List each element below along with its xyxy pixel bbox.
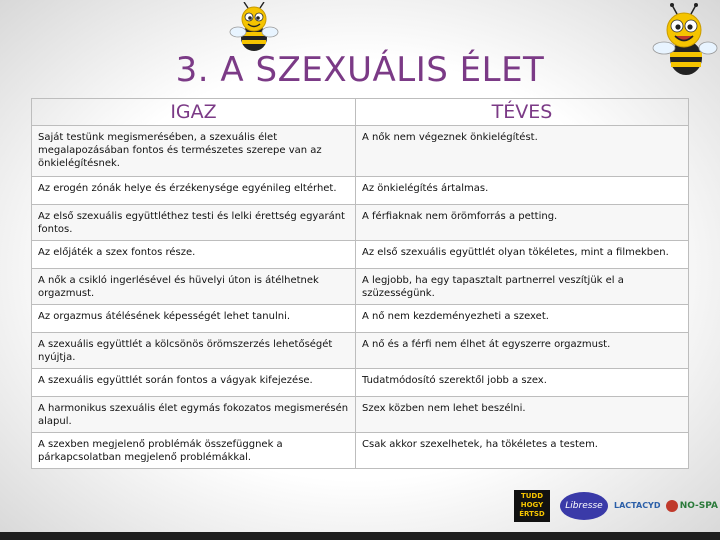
false-statement: A férfiaknak nem örömforrás a petting. — [356, 205, 689, 241]
no-spa-mark-icon — [666, 500, 678, 512]
true-statement: Az orgazmus átélésének képességét lehet tanulni. — [32, 305, 356, 333]
true-statement: A nők a csikló ingerlésével és hüvelyi úton is átélhetnek orgazmust. — [32, 269, 356, 305]
true-statement: Az erogén zónák helye és érzékenysége egyénileg eltérhet. — [32, 177, 356, 205]
bee-mascot-icon — [228, 2, 280, 54]
true-statement: Az előjáték a szex fontos része. — [32, 241, 356, 269]
table-row — [32, 305, 689, 333]
false-statement: A nő nem kezdeményezheti a szexet. — [356, 305, 689, 333]
table-row — [32, 369, 689, 397]
false-statement: Az első szexuális együttlét olyan tökéletes, mint a filmekben. — [356, 241, 689, 269]
true-statement: A szexuális együttlét során fontos a vágyak kifejezése. — [32, 369, 356, 397]
true-statement: A szexben megjelenő problémák összefüggnek a párkapcsolatban megjelenő problémákkal. — [32, 433, 356, 469]
false-statement: Az önkielégítés ártalmas. — [356, 177, 689, 205]
table-row — [32, 126, 689, 177]
bottom-bar — [0, 532, 720, 540]
no-spa-logo: NO-SPA — [660, 494, 718, 518]
libresse-logo: Libresse — [560, 492, 608, 520]
true-statement: A szexuális együttlét a kölcsönös örömszerzés lehetőségét nyújtja. — [32, 333, 356, 369]
true-statement: A harmonikus szexuális élet egymás fokozatos megismerésén alapul. — [32, 397, 356, 433]
table-row — [32, 177, 689, 205]
false-statement: Tudatmódosító szerektől jobb a szex. — [356, 369, 689, 397]
lactacyd-logo: LACTACYD — [614, 501, 661, 510]
false-statement: Szex közben nem lehet beszélni. — [356, 397, 689, 433]
table-row — [32, 397, 689, 433]
sponsor-logos — [510, 490, 720, 524]
column-header-false: TÉVES — [356, 99, 689, 126]
slide-title: 3. A SZEXUÁLIS ÉLET — [175, 50, 545, 90]
true-statement: Saját testünk megismerésében, a szexuális élet megalapozásában fontos és természetes szerepe van az önkielégítésnek. — [32, 126, 356, 177]
table-header-row — [32, 99, 689, 126]
false-statement: A nők nem végeznek önkielégítést. — [356, 126, 689, 177]
false-statement: Csak akkor szexelhetek, ha tökéletes a testem. — [356, 433, 689, 469]
table-row — [32, 269, 689, 305]
false-statement: A nő és a férfi nem élhet át egyszerre orgazmust. — [356, 333, 689, 369]
table-row — [32, 241, 689, 269]
table-row — [32, 205, 689, 241]
false-statement: A legjobb, ha egy tapasztalt partnerrel veszítjük el a szüzességünk. — [356, 269, 689, 305]
tudd-hogy-ertsd-logo: TUDD HOGY ÉRTSD — [514, 490, 550, 522]
table-row — [32, 433, 689, 469]
true-statement: Az első szexuális együttléthez testi és lelki érettség egyaránt fontos. — [32, 205, 356, 241]
column-header-true: IGAZ — [32, 99, 356, 126]
table-row — [32, 333, 689, 369]
true-false-table — [31, 98, 689, 469]
